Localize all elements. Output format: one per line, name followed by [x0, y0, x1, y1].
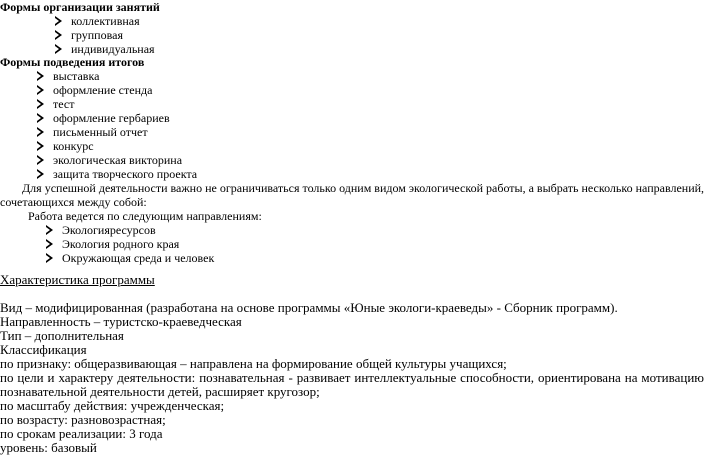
arrow-bullet-icon — [37, 85, 44, 95]
classification-label: Классификация — [0, 342, 87, 357]
arrow-bullet-icon — [55, 30, 62, 40]
document-page: Формы организации занятий коллективная групповая индивидуальная Формы подведения итогов выставка оформление стенда тест оформление гербариев письменный отчет конкурс экологическая викторина защита творческого проекта Для успешной деятельности важно не ограничиваться только одним видом экологической работы, а выбрать несколько направлений, сочетающихся между собой: Работа ведется по следующим направлениям: Экологияресурсов Экология родного края Окружающая среда и человек Характеристика программы Вид – модифицированная (разработана на основе программы «Юные экологи-краеведы» - Сборник программ). Направленность – туристско-краеведческая Тип – дополнительная Классификация по признаку: общеразвивающая – направлена на формирование общей культуры учащихся; по цели и характеру деятельности: познавательная - развивает интеллектуальные способности, ориентирована на мотивацию познавательной деятельности детей, расширяет кругозор; по масштабу действия: учрежденческая; по возрасту: разновозрастная; по срокам реализации: 3 года уровень: базовый — [0, 0, 704, 455]
term-line: по срокам реализации: 3 года — [0, 426, 163, 441]
arrow-bullet-icon — [55, 16, 62, 26]
arrow-bullet-icon — [37, 99, 44, 109]
level-line: уровень: базовый — [0, 440, 97, 455]
paragraph-line-1: Для успешной деятельности важно не ограничиваться только одним видом экологической работы, а выбрать несколько направлений, — [22, 181, 704, 195]
arrow-bullet-icon — [37, 71, 44, 81]
forms-results-heading: Формы подведения итогов — [0, 55, 145, 69]
characteristics-heading: Характеристика программы — [0, 272, 155, 287]
program-kind-line: Тип – дополнительная — [0, 328, 124, 343]
arrow-bullet-icon — [37, 155, 44, 165]
program-type-line: Вид – модифицированная (разработана на основе программы «Юные экологи-краеведы» - Сборник программ). — [0, 300, 618, 315]
nature-line-1: по цели и характеру деятельности: познавательная - развивает интеллектуальные способности, ориентирована на мотивацию — [0, 370, 704, 385]
arrow-bullet-icon — [37, 127, 44, 137]
arrow-bullet-icon — [37, 141, 44, 151]
feature-line: по признаку: общеразвивающая – направлена на формирование общей культуры учащихся; — [0, 356, 507, 371]
directions-intro: Работа ведется по следующим направлениям: — [28, 209, 262, 223]
program-direction-line: Направленность – туристско-краеведческая — [0, 314, 242, 329]
paragraph-line-2: сочетающихся между собой: — [0, 195, 147, 209]
arrow-bullet-icon — [55, 44, 62, 54]
nature-line-2: познавательной деятельности детей, расширяет кругозор; — [0, 384, 320, 399]
arrow-bullet-icon — [46, 253, 53, 263]
arrow-bullet-icon — [37, 113, 44, 123]
scale-line: по масштабу действия: учрежденческая; — [0, 398, 225, 413]
arrow-bullet-icon — [46, 239, 53, 249]
arrow-bullet-icon — [37, 169, 44, 179]
age-line: по возрасту: разновозрастная; — [0, 412, 166, 427]
forms-organization-heading: Формы организации занятий — [0, 0, 160, 14]
arrow-bullet-icon — [46, 225, 53, 235]
